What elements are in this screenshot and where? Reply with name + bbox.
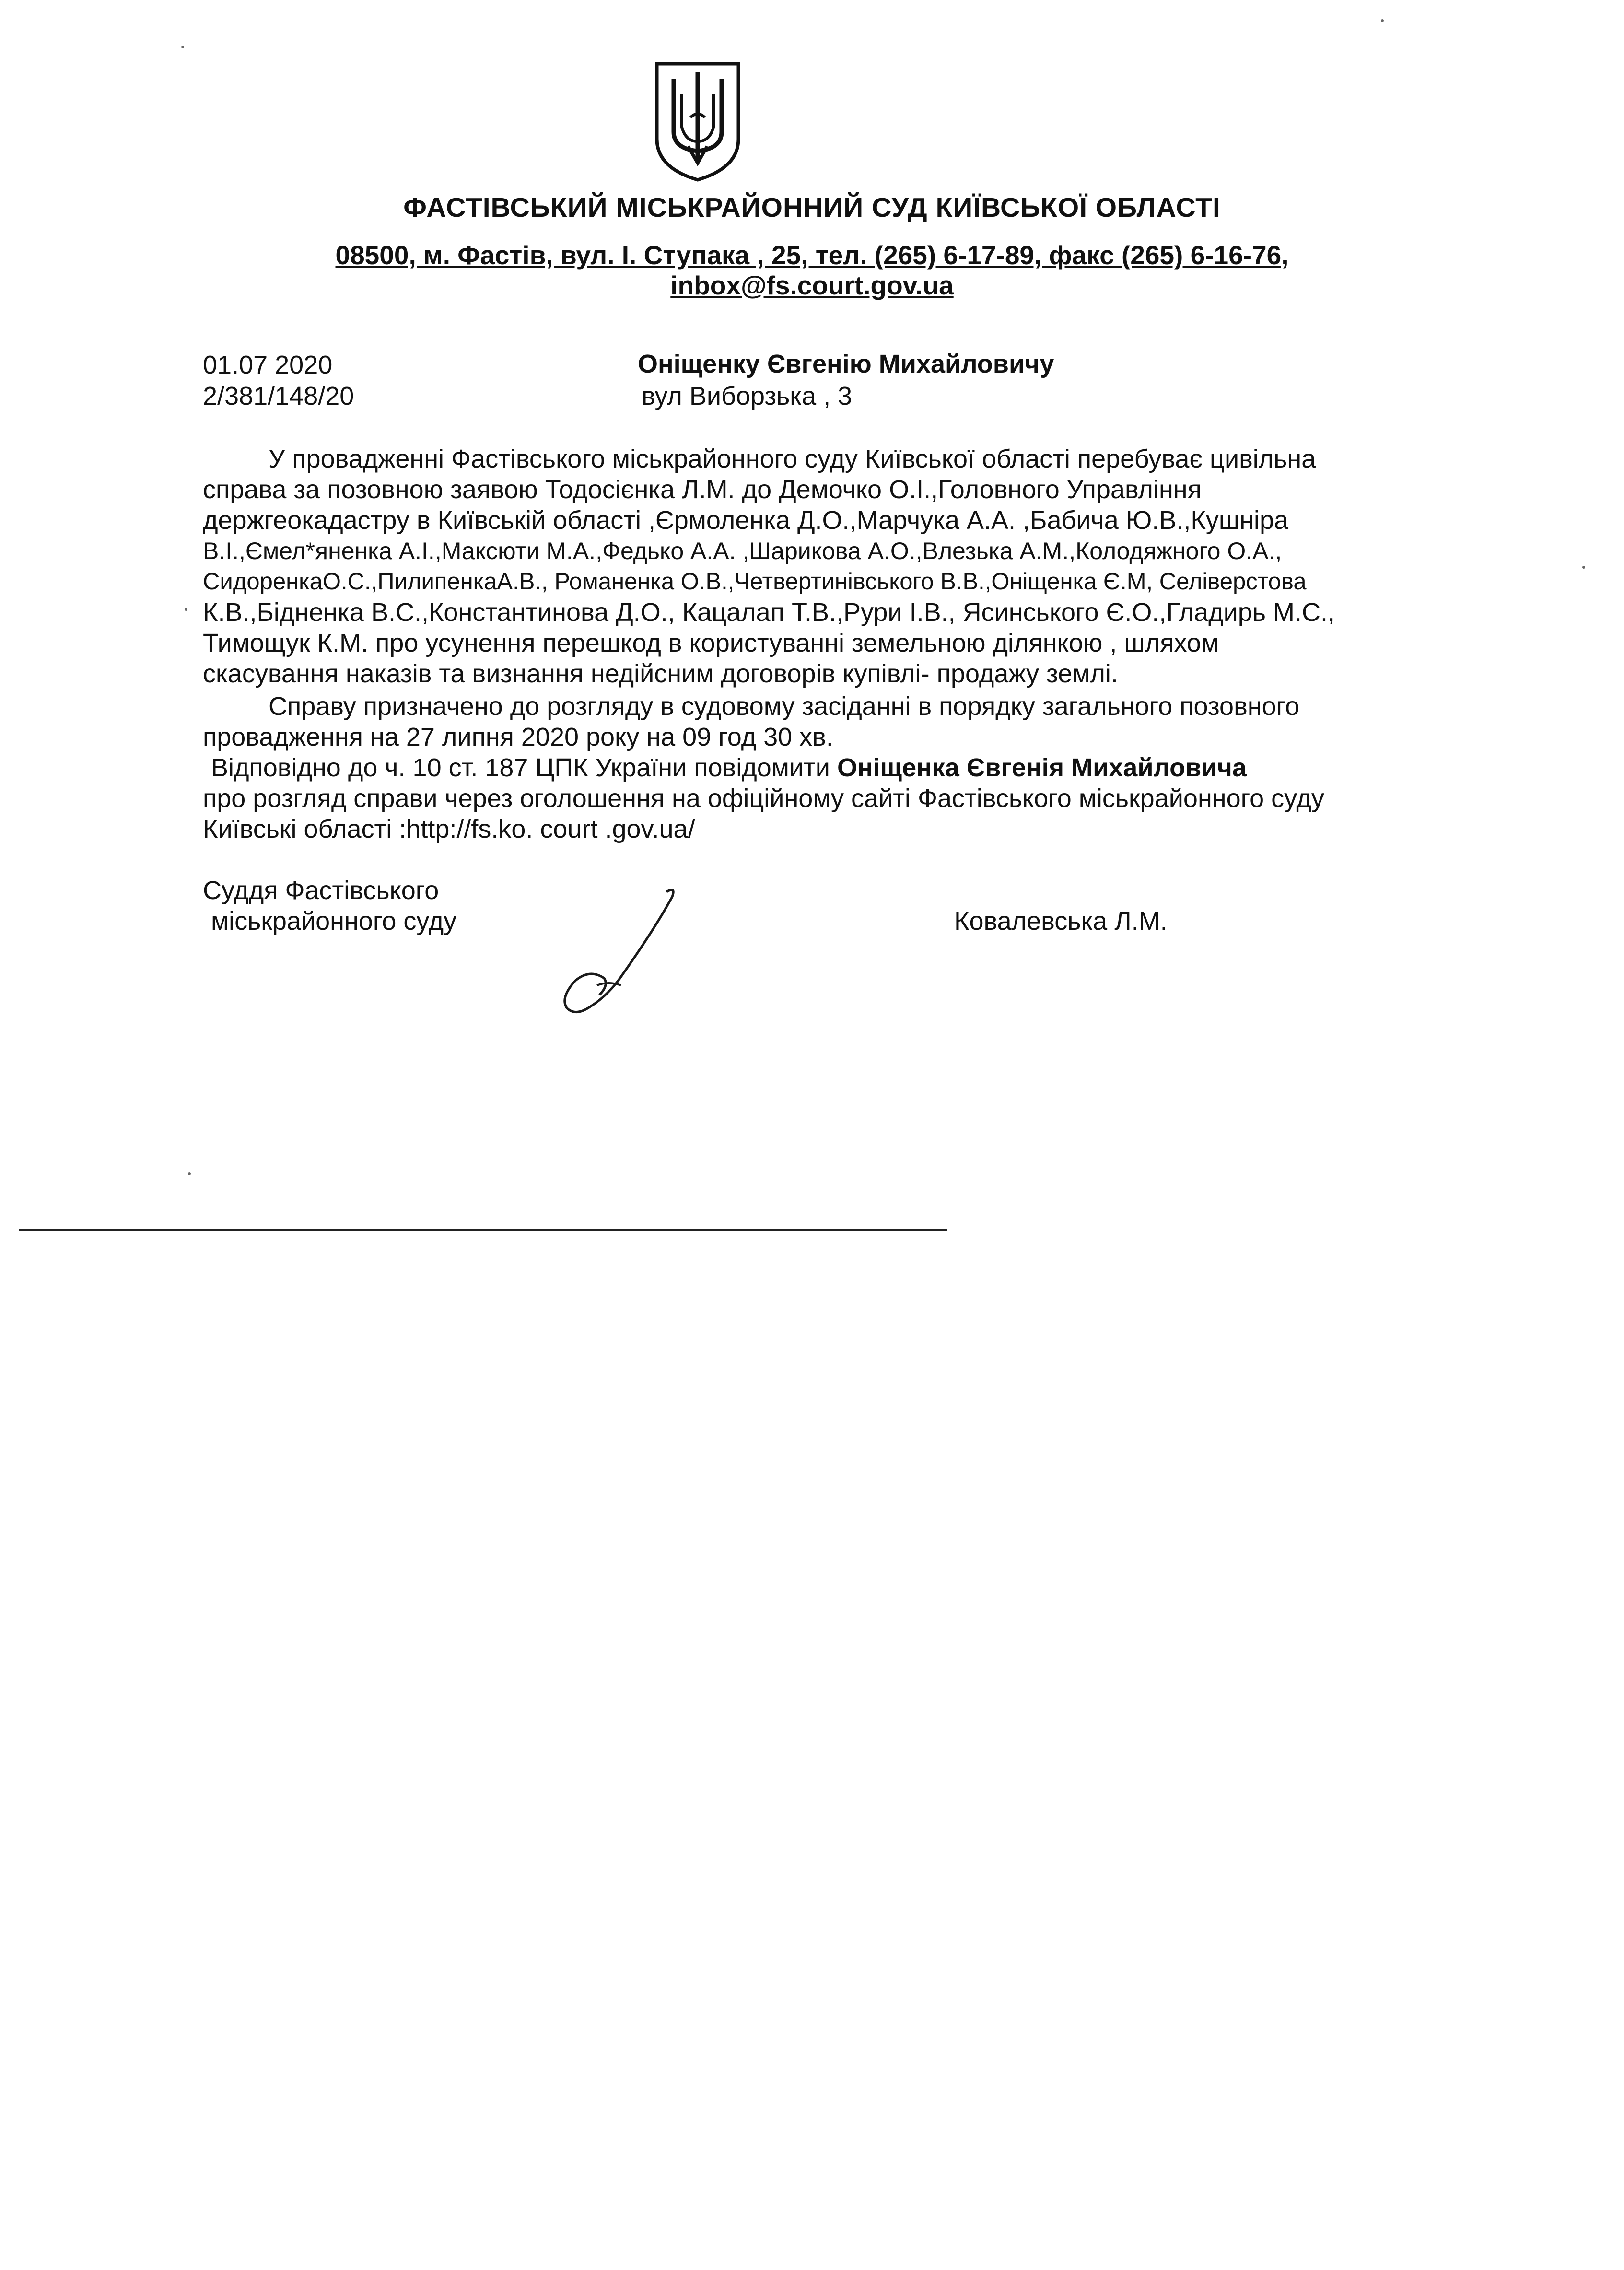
court-email: inbox@fs.court.gov.ua <box>670 270 954 300</box>
recipient-street: вул Виборзька , 3 <box>642 382 853 410</box>
judge-title-line1: Суддя Фастівського <box>203 876 439 905</box>
body-line: про розгляд справи через оголошення на офіційному сайті Фастівського міськрайонного суду <box>203 784 1324 813</box>
coat-of-arms-icon <box>652 60 743 182</box>
scan-speck <box>1381 19 1384 22</box>
body-line <box>211 752 1247 783</box>
scan-speck <box>188 1172 191 1175</box>
body-line: В.І.,Ємел*яненка А.І.,Максюти М.А.,Федько А.А. ,Шарикова А.О.,Влезька А.М.,Колодяжного О.А., <box>203 538 1282 564</box>
body-line: Тимощук К.М. про усунення перешкод в користуванні земельною ділянкою , шляхом <box>203 629 1219 657</box>
body-line: держгеокадастру в Київській області ,Єрмоленка Д.О.,Марчука А.А. ,Бабича Ю.В.,Кушніра <box>203 506 1289 535</box>
divider-line <box>19 1229 947 1231</box>
court-address: 08500, м. Фастів, вул. І. Ступака , 25, тел. (265) 6-17-89, факс (265) 6-16-76, <box>335 240 1289 270</box>
case-number: 2/381/148/20 <box>203 382 354 410</box>
recipient-name: Оніщенку Євгенію Михайловичу <box>638 350 1054 378</box>
body-line: Справу призначено до розгляду в судовому засіданні в порядку загального позовного <box>269 692 1300 721</box>
scan-speck <box>185 608 187 611</box>
court-name: ФАСТІВСЬКИЙ МІСЬКРАЙОННИЙ СУД КИЇВСЬКОЇ ОБЛАСТІ <box>403 192 1221 223</box>
body-line: справа за позовною заявою Тодосієнка Л.М. до Демочко О.І.,Головного Управління <box>203 475 1202 504</box>
body-line: Київські області :http://fs.ko. court .gov.ua/ <box>203 815 695 843</box>
scan-speck <box>181 46 184 48</box>
body-line: СидоренкаО.С.,ПилипенкаА.В., Романенка О.В.,Четвертинівського В.В.,Оніщенка Є.М, Селіверстова <box>203 569 1307 595</box>
notified-person: Оніщенка Євгенія Михайловича <box>837 753 1247 782</box>
judge-title-line2: міськрайонного суду <box>211 907 457 936</box>
scan-speck <box>1582 566 1585 569</box>
body-line: провадження на 27 липня 2020 року на 09 год 30 хв. <box>203 723 833 751</box>
body-line: У провадженні Фастівського міськрайонного суду Київської області перебуває цивільна <box>269 445 1316 473</box>
handwritten-signature <box>537 882 690 1026</box>
judge-name: Ковалевська Л.М. <box>954 907 1168 936</box>
notice-text: Відповідно до ч. 10 ст. 187 ЦПК України повідомити <box>211 753 830 782</box>
body-line: К.В.,Бідненка В.С.,Константинова Д.О., Кацалап Т.В.,Рури І.В., Ясинського Є.О.,Гладирь М.С., <box>203 598 1335 627</box>
body-line: скасування наказів та визнання недійсним договорів купівлі- продажу землі. <box>203 659 1118 688</box>
document-date: 01.07 2020 <box>203 351 333 379</box>
